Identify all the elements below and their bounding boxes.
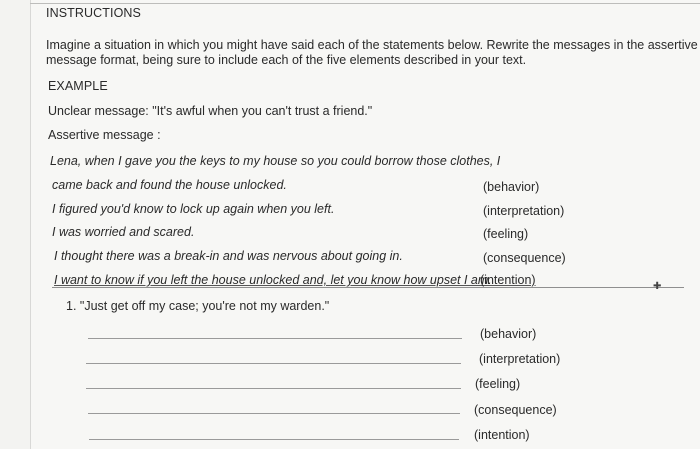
unclear-message: Unclear message: "It's awful when you can't trust a friend." xyxy=(48,104,373,118)
example-line-3: I figured you'd know to lock up again when you left. xyxy=(52,202,335,216)
answer-line-consequence[interactable] xyxy=(88,413,460,414)
example-tag-interpretation: (interpretation) xyxy=(483,204,565,218)
answer-line-feeling[interactable] xyxy=(86,388,461,389)
example-line-5: I thought there was a break-in and was nervous about going in. xyxy=(54,249,403,263)
example-tag-consequence: (consequence) xyxy=(483,251,566,265)
example-tag-intention: (intention) xyxy=(480,273,536,287)
top-border xyxy=(30,3,700,4)
example-tag-behavior: (behavior) xyxy=(483,180,540,194)
section-divider xyxy=(52,287,684,288)
answer-tag-intention: (intention) xyxy=(474,428,530,442)
instructions-heading: INSTRUCTIONS xyxy=(46,6,141,20)
example-line-6: I want to know if you left the house unlocked and, let you know how upset I am. xyxy=(54,273,492,287)
cursor-arrow-icon: ✚ xyxy=(653,281,662,292)
answer-tag-interpretation: (interpretation) xyxy=(479,352,561,366)
instructions-line-2: message format, being sure to include each of the five elements described in your text. xyxy=(46,53,527,67)
example-tag-feeling: (feeling) xyxy=(483,227,529,241)
answer-tag-consequence: (consequence) xyxy=(474,403,557,417)
question-1: 1. "Just get off my case; you're not my warden." xyxy=(66,299,330,313)
example-line-1: Lena, when I gave you the keys to my house so you could borrow those clothes, I xyxy=(50,154,501,168)
instructions-line-1: Imagine a situation in which you might have said each of the statements below. Rewrite the messages in the assertive xyxy=(46,38,698,52)
answer-tag-behavior: (behavior) xyxy=(480,327,537,341)
assertive-message-label: Assertive message : xyxy=(48,128,161,142)
answer-tag-feeling: (feeling) xyxy=(475,377,521,391)
answer-line-intention[interactable] xyxy=(89,439,459,440)
example-line-2: came back and found the house unlocked. xyxy=(52,178,287,192)
example-line-4: I was worried and scared. xyxy=(52,225,195,239)
answer-line-behavior[interactable] xyxy=(88,338,462,339)
answer-line-interpretation[interactable] xyxy=(86,363,461,364)
example-heading: EXAMPLE xyxy=(48,79,108,93)
